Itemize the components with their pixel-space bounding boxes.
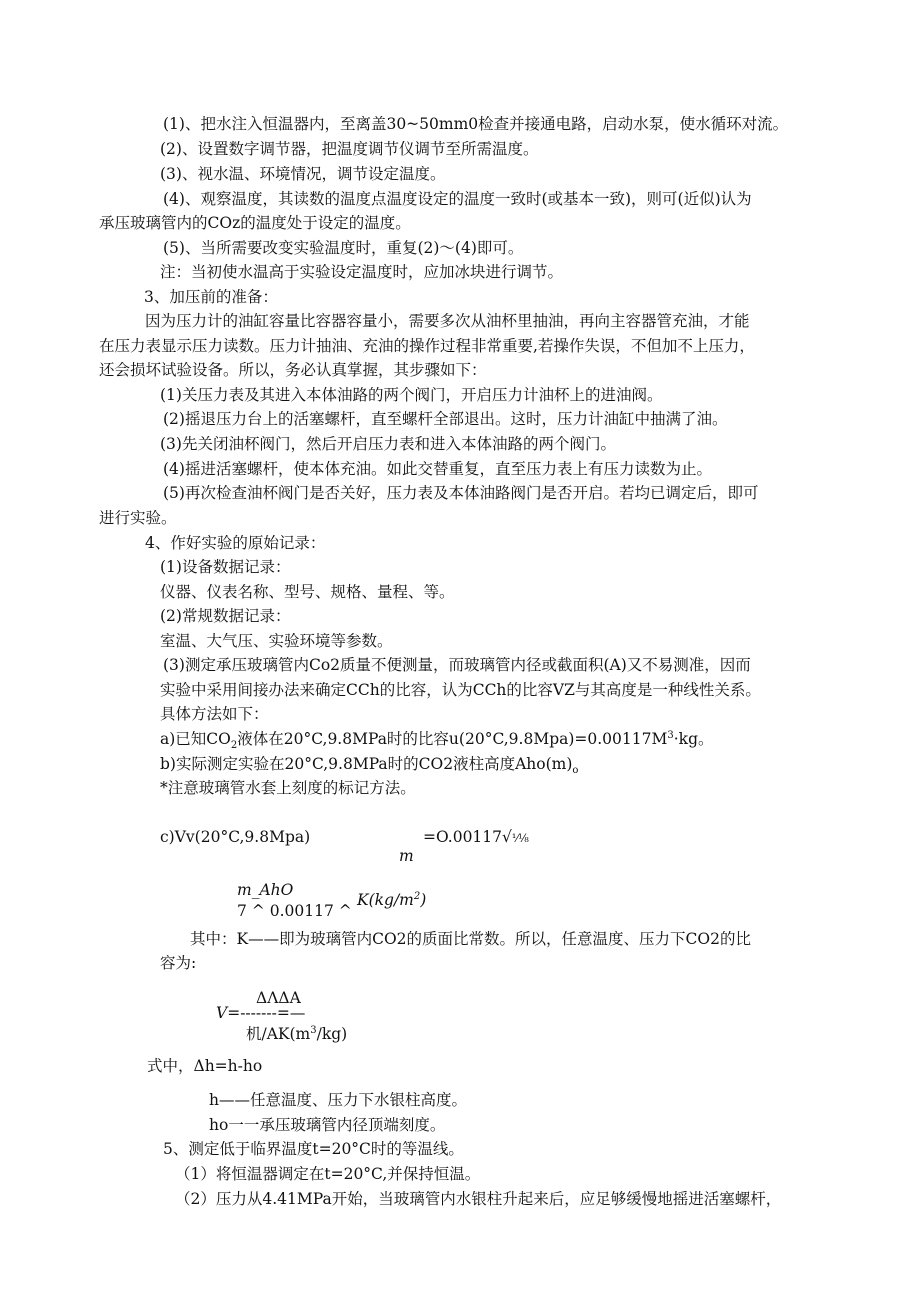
- paragraph-line: 因为压力计的油缸容量比容器容量小，需要多次从油杯里抽油，再向主容器管充油，才能: [145, 312, 750, 330]
- formula-v-numerator: ΔΛΔA: [256, 989, 301, 1007]
- paragraph-line: (3)、视水温、环境情况，调节设定温度。: [160, 165, 446, 183]
- formula-a: a)已知$CO_2$液体在20°C,9.8MPa时的比容$u(20^\circ C,9.8Mpa)=0.00117M^3\cdot kg$。: [160, 729, 714, 752]
- formula-c-right: =O.00117√⅟⅛: [423, 828, 529, 846]
- step-line: （1）将恒温器调定在t=20°C,并保持恒温。: [175, 1165, 481, 1183]
- section-heading: 5、测定低于临界温度t=20°C时的等温线。: [163, 1140, 464, 1158]
- step-line: (3)先关闭油杯阀门，然后开启压力表和进入本体油路的两个阀门。: [160, 435, 616, 453]
- paragraph-line: (2)常规数据记录：: [160, 607, 291, 625]
- definition-line: h——任意温度、压力下水银柱高度。: [209, 1091, 467, 1109]
- formula-c-m: m: [399, 847, 414, 865]
- paragraph-line: (2)、设置数字调节器，把温度调节仪调节至所需温度。: [160, 140, 539, 158]
- paragraph-line: 在压力表显示压力读数。压力计抽油、充油的操作过程非常重要,若操作失误，不但加不上压力，: [99, 337, 755, 355]
- paragraph-line: 室温、大气压、实验环境等参数。: [160, 632, 393, 650]
- step-line: (5)再次检查油杯阀门是否关好，压力表及本体油路阀门是否开启。若均已调定后，即可: [163, 484, 759, 502]
- paragraph-line: 实验中采用间接办法来确定CCh的比容，认为CCh的比容VZ与其高度是一种线性关系。: [160, 681, 761, 699]
- note-line: 注：当初使水温高于实验设定温度时，应加冰块进行调节。: [160, 263, 564, 281]
- paragraph-line: (4)、观察温度，其读数的温度点温度设定的温度一致时(或基本一致)，则可(近似)认为: [163, 190, 752, 208]
- paragraph-line: (1)设备数据记录：: [160, 558, 291, 576]
- step-line: (2)摇退压力台上的活塞螺杆，直至螺杆全部退出。这时，压力计油缸中抽满了油。: [163, 410, 728, 428]
- step-line: (4)摇进活塞螺杆，使本体充油。如此交替重复，直至压力表上有压力读数为止。: [163, 460, 712, 478]
- definition-line: ho一一承压玻璃管内径顶端刻度。: [209, 1116, 446, 1134]
- formula-k-unit: $K(kg/m^2)$: [357, 890, 427, 909]
- paragraph-line: 承压玻璃管内的COz的温度处于设定的温度。: [99, 214, 411, 232]
- paragraph-line: (3)测定承压玻璃管内Co2质量不便测量，而玻璃管内径或截面积(A)又不易测准，因而: [163, 656, 751, 674]
- step-line: (1)关压力表及其进入本体油路的两个阀门，开启压力计油杯上的进油阀。: [160, 386, 663, 404]
- paragraph-line: (1)、把水注入恒温器内，至离盖30~50mm0检查并接通电路，启动水泵，使水循环对流。: [163, 115, 789, 133]
- paragraph-line: 仪器、仪表名称、型号、规格、量程、等。: [160, 583, 455, 601]
- formula-c-left: c)Vv(20°C,9.8Mpa): [160, 828, 311, 846]
- section-heading: 3、加压前的准备：: [144, 288, 278, 306]
- paragraph-line: 其中：K——即为玻璃管内CO2的质面比常数。所以，任意温度、压力下CO2的比: [190, 930, 751, 948]
- step-line: （2）压力从4.41MPa开始，当玻璃管内水银柱升起来后，应足够缓慢地摇进活塞螺杆，: [175, 1190, 782, 1208]
- paragraph-line: 式中，Δh=h-ho: [147, 1057, 263, 1075]
- section-heading: 4、作好实验的原始记录：: [145, 534, 326, 552]
- note-line: *注意玻璃管水套上刻度的标记方法。: [160, 779, 416, 797]
- formula-b: b)实际测定实验在20°C,9.8MPa时的CO2液柱高度$Aho(m)_o$: [160, 755, 579, 777]
- paragraph-line: 容为:: [160, 954, 197, 972]
- formula-k-top: m_AhO: [237, 881, 294, 899]
- paragraph-line: 具体方法如下：: [160, 705, 269, 723]
- paragraph-line: 还会损坏试验设备。所以，务必认真掌握，其步骤如下：: [99, 361, 487, 379]
- formula-v-middle: V=-------=—: [216, 1004, 306, 1022]
- formula-k-bottom: 7 ^ 0.00117 ^: [237, 902, 352, 920]
- paragraph-line: (5)、当所需要改变实验温度时，重复(2)～(4)即可。: [163, 239, 524, 257]
- step-line: 进行实验。: [99, 509, 177, 527]
- formula-v-denominator: 机$/AK(m^3/kg)$: [246, 1024, 348, 1043]
